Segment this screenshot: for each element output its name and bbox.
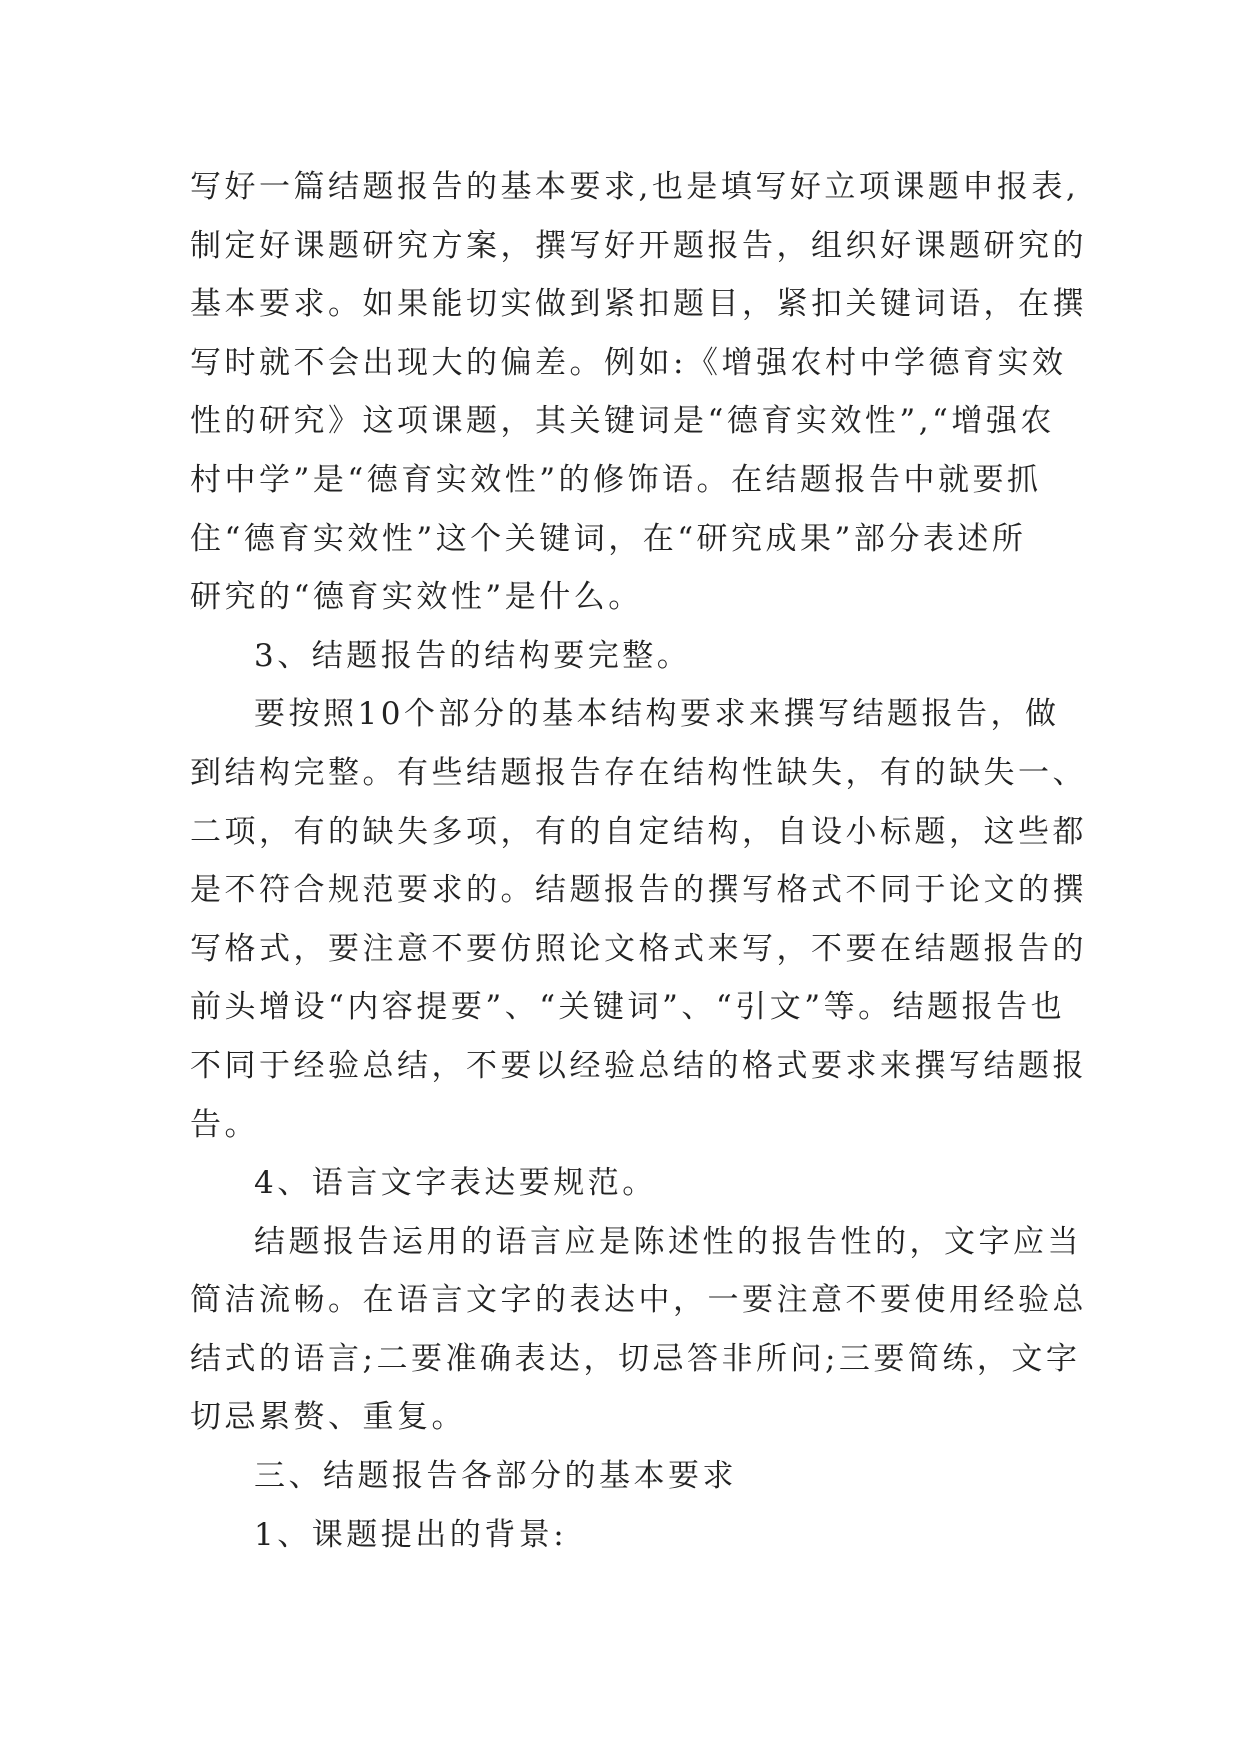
text-line: 三、结题报告各部分的基本要求 — [254, 1458, 737, 1495]
text-line: 写格式，要注意不要仿照论文格式来写，不要在结题报告的 — [190, 930, 1087, 967]
text-line: 结式的语言;二要准确表达，切忌答非所问;三要简练，文字 — [190, 1340, 1081, 1377]
body-text — [190, 158, 1090, 1564]
text-line: 住“德育实效性”这个关键词，在“研究成果”部分表述所 — [190, 520, 1027, 557]
text-line: 写好一篇结题报告的基本要求,也是填写好立项课题申报表, — [190, 169, 1080, 205]
text-line: 是不符合规范要求的。结题报告的撰写格式不同于论文的撰 — [190, 872, 1087, 909]
text-line: 前头增设“内容提要”、“关键词”、“引文”等。结题报告也 — [190, 989, 1066, 1026]
text-line: 村中学”是“德育实效性”的修饰语。在结题报告中就要抓 — [190, 461, 1042, 498]
text-line: 告。 — [190, 1106, 259, 1143]
text-line: 基本要求。如果能切实做到紧扣题目，紧扣关键词语，在撰 — [190, 286, 1087, 323]
text-line: 4、语言文字表达要规范。 — [254, 1165, 657, 1202]
text-line: 简洁流畅。在语言文字的表达中，一要注意不要使用经验总 — [190, 1282, 1087, 1319]
text-line: 研究的“德育实效性”是什么。 — [190, 579, 643, 616]
text-line: 到结构完整。有些结题报告存在结构性缺失，有的缺失一、 — [190, 754, 1087, 791]
text-line: 写时就不会出现大的偏差。例如:《增强农村中学德育实效 — [190, 344, 1067, 381]
text-line: 性的研究》这项课题，其关键词是“德育实效性”,“增强农 — [190, 403, 1055, 440]
text-line: 二项，有的缺失多项，有的自定结构，自设小标题，这些都 — [190, 813, 1087, 850]
text-line: 切忌累赘、重复。 — [190, 1399, 466, 1436]
text-line: 不同于经验总结，不要以经验总结的格式要求来撰写结题报 — [190, 1047, 1087, 1084]
text-line: 制定好课题研究方案，撰写好开题报告，组织好课题研究的 — [190, 227, 1087, 264]
text-line: 要按照10个部分的基本结构要求来撰写结题报告，做 — [254, 696, 1060, 733]
text-line: 结题报告运用的语言应是陈述性的报告性的，文字应当 — [254, 1223, 1082, 1260]
text-line: 3、结题报告的结构要完整。 — [254, 637, 692, 674]
text-line: 1、课题提出的背景: — [254, 1516, 568, 1553]
